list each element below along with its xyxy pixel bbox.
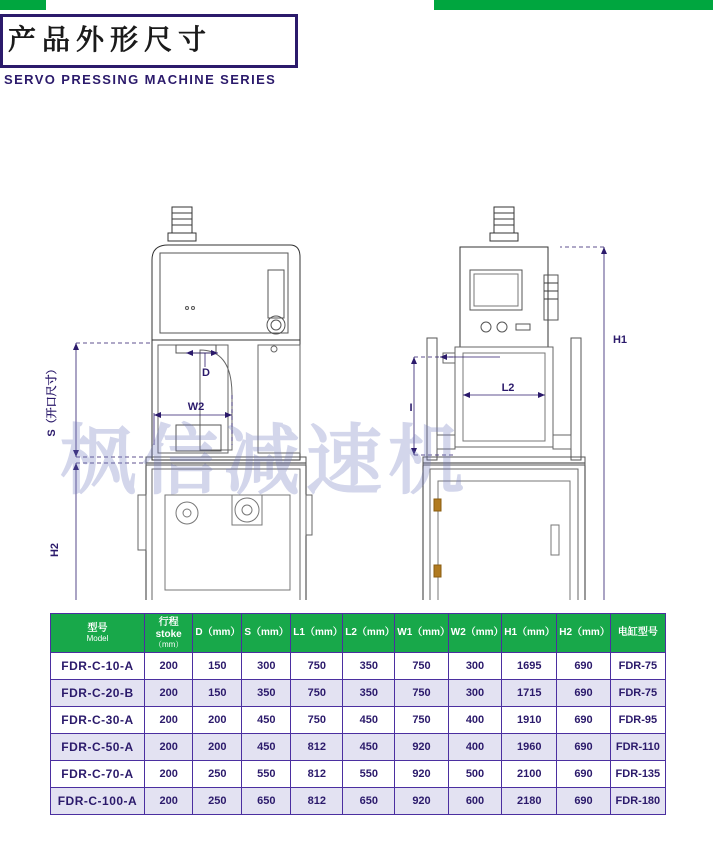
col-s: S（mm） [242,614,291,653]
col-d: D（mm） [193,614,242,653]
dim-label-d: D [202,367,210,379]
cell-value: 150 [193,680,242,707]
dim-label-h1: H1 [612,334,628,346]
cell-value: 550 [343,761,395,788]
cell-value: 200 [193,734,242,761]
col-h1: H1（mm） [502,614,557,653]
cell-value: 600 [448,788,502,815]
cell-value: 750 [395,680,449,707]
cell-value: 1695 [502,653,557,680]
cell-value: 350 [242,680,291,707]
cell-value: 750 [291,680,343,707]
cell-value: 200 [144,680,192,707]
cell-value: 400 [448,707,502,734]
cell-model: FDR-C-10-A [51,653,145,680]
cell-value: 450 [242,734,291,761]
cell-model: FDR-C-100-A [51,788,145,815]
technical-drawing [0,95,713,600]
cell-model: FDR-C-20-B [51,680,145,707]
cell-value: 450 [242,707,291,734]
cell-value: 250 [193,788,242,815]
cell-value: 200 [144,761,192,788]
cell-value: 500 [448,761,502,788]
cell-value: FDR-75 [610,680,665,707]
dim-label-l2: L2 [501,382,515,394]
cell-value: 400 [448,734,502,761]
dim-label-h2: H2 [49,542,61,558]
cell-value: 2180 [502,788,557,815]
cell-value: 1910 [502,707,557,734]
col-stroke: 行程 stoke （mm） [144,614,192,653]
cell-value: 300 [448,653,502,680]
cell-value: 1715 [502,680,557,707]
cell-value: 450 [343,734,395,761]
cell-value: 350 [343,653,395,680]
watermark: 枫信减速机 [60,416,470,505]
cell-value: FDR-180 [610,788,665,815]
cell-model: FDR-C-50-A [51,734,145,761]
col-cylinder-model: 电缸型号 [610,614,665,653]
cell-value: 750 [291,707,343,734]
col-model: 型号 Model [51,614,145,653]
cell-value: 650 [343,788,395,815]
col-l2: L2（mm） [343,614,395,653]
cell-value: 690 [557,680,610,707]
cell-value: FDR-135 [610,761,665,788]
table-row [51,707,666,734]
cell-value: FDR-75 [610,653,665,680]
cell-value: 250 [193,761,242,788]
cell-value: 920 [395,761,449,788]
cell-value: 812 [291,734,343,761]
cell-value: 1960 [502,734,557,761]
cell-value: 750 [395,707,449,734]
cell-value: 200 [144,707,192,734]
cell-model: FDR-C-30-A [51,707,145,734]
cell-value: 920 [395,788,449,815]
cell-value: 920 [395,734,449,761]
cell-value: 812 [291,761,343,788]
table-row [51,761,666,788]
col-l1: L1（mm） [291,614,343,653]
cell-value: 200 [144,653,192,680]
cell-value: 690 [557,734,610,761]
cell-value: FDR-95 [610,707,665,734]
cell-value: 550 [242,761,291,788]
table-row [51,653,666,680]
col-h2: H2（mm） [557,614,610,653]
dim-label-i: I [409,402,413,414]
col-w1: W1（mm） [395,614,449,653]
page-subtitle: SERVO PRESSING MACHINE SERIES [4,72,277,87]
cell-value: 750 [395,653,449,680]
cell-value: 750 [291,653,343,680]
dim-label-w2: W2 [187,401,205,413]
cell-value: 200 [193,707,242,734]
cell-value: 350 [343,680,395,707]
table-row [51,788,666,815]
cell-value: 2100 [502,761,557,788]
col-w2: W2（mm） [448,614,502,653]
cell-value: 450 [343,707,395,734]
cell-value: FDR-110 [610,734,665,761]
cell-value: 690 [557,707,610,734]
cell-value: 650 [242,788,291,815]
table-header-row [51,614,666,653]
cell-value: 690 [557,788,610,815]
page-title: 产品外形尺寸 [8,23,213,56]
spec-table [50,613,666,815]
cell-value: 150 [193,653,242,680]
top-bar-white-gap [46,0,434,10]
table-row [51,734,666,761]
cell-value: 200 [144,734,192,761]
table-row [51,680,666,707]
cell-value: 690 [557,653,610,680]
cell-value: 300 [448,680,502,707]
cell-model: FDR-C-70-A [51,761,145,788]
cell-value: 812 [291,788,343,815]
cell-value: 300 [242,653,291,680]
cell-value: 690 [557,761,610,788]
cell-value: 200 [144,788,192,815]
dim-label-s: S（开口尺寸） [46,363,58,437]
